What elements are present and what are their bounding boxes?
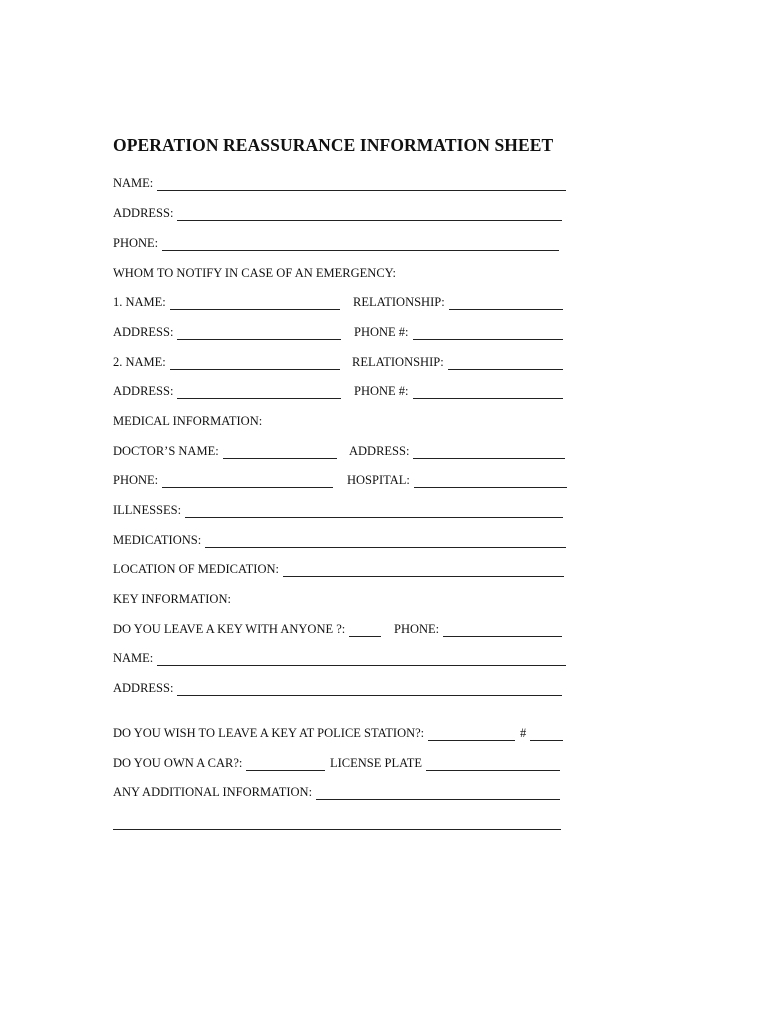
medications-label: MEDICATIONS: — [113, 533, 202, 547]
sheet-title: OPERATION REASSURANCE INFORMATION SHEET — [113, 135, 554, 155]
medications-field[interactable] — [113, 532, 566, 548]
contact1-address-row — [113, 324, 563, 340]
car-row — [113, 755, 560, 771]
doctor-phone-row — [113, 472, 567, 488]
illnesses-label: ILLNESSES: — [113, 503, 182, 517]
doctor-name-row — [113, 443, 565, 459]
contact1-relationship-blank[interactable] — [449, 296, 563, 310]
key-number-blank[interactable] — [530, 727, 563, 741]
address-blank[interactable] — [177, 207, 562, 221]
medical-heading: MEDICAL INFORMATION: — [113, 414, 263, 428]
illnesses-blank[interactable] — [185, 504, 563, 518]
address-field[interactable] — [113, 205, 562, 221]
illnesses-row — [113, 502, 563, 518]
contact2-address-blank[interactable] — [177, 385, 341, 399]
doctor-phone-blank[interactable] — [162, 474, 333, 488]
contact1-relationship-field[interactable] — [353, 294, 563, 310]
own-car-blank[interactable] — [246, 757, 325, 771]
key-with-anyone-row — [113, 621, 562, 637]
key-holder-phone-blank[interactable] — [443, 623, 562, 637]
additional-info-continuation-row — [113, 814, 561, 830]
contact2-address-label: ADDRESS: — [113, 384, 174, 398]
doctor-phone-label: PHONE: — [113, 473, 159, 487]
doctor-address-field[interactable] — [349, 443, 565, 459]
contact2-name-blank[interactable] — [170, 356, 340, 370]
own-car-label: DO YOU OWN A CAR?: — [113, 756, 243, 770]
address-label: ADDRESS: — [113, 206, 174, 220]
doctor-address-blank[interactable] — [413, 445, 565, 459]
additional-info-row — [113, 784, 560, 800]
name-label: NAME: — [113, 176, 154, 190]
contact1-name-field[interactable] — [113, 294, 340, 310]
contact2-address-field[interactable] — [113, 383, 341, 399]
doctor-name-label: DOCTOR’S NAME: — [113, 444, 219, 458]
medication-location-field[interactable] — [113, 561, 564, 577]
additional-info-continuation-field[interactable] — [113, 814, 561, 830]
contact2-name-label: 2. NAME: — [113, 355, 166, 369]
key-number-field[interactable] — [520, 725, 563, 741]
police-key-label: DO YOU WISH TO LEAVE A KEY AT POLICE STATION?: — [113, 726, 425, 740]
contact1-phone-field[interactable] — [354, 324, 563, 340]
contact1-name-blank[interactable] — [170, 296, 340, 310]
contact2-relationship-blank[interactable] — [448, 356, 563, 370]
name-row — [113, 175, 566, 191]
key-holder-name-label: NAME: — [113, 651, 154, 665]
contact1-phone-blank[interactable] — [413, 326, 563, 340]
contact1-name-label: 1. NAME: — [113, 295, 166, 309]
police-key-field[interactable] — [113, 725, 515, 741]
key-heading-row — [113, 591, 231, 607]
contact2-phone-field[interactable] — [354, 383, 563, 399]
own-car-field[interactable] — [113, 755, 325, 771]
police-key-blank[interactable] — [428, 727, 515, 741]
phone-label: PHONE: — [113, 236, 159, 250]
key-with-anyone-label: DO YOU LEAVE A KEY WITH ANYONE ?: — [113, 622, 346, 636]
medication-location-label: LOCATION OF MEDICATION: — [113, 562, 279, 576]
phone-blank[interactable] — [162, 237, 559, 251]
contact1-address-blank[interactable] — [177, 326, 341, 340]
hospital-label: HOSPITAL: — [347, 473, 410, 487]
key-with-anyone-field[interactable] — [113, 621, 381, 637]
emergency-heading: WHOM TO NOTIFY IN CASE OF AN EMERGENCY: — [113, 266, 397, 280]
additional-info-blank[interactable] — [316, 786, 560, 800]
doctor-name-blank[interactable] — [223, 445, 337, 459]
illnesses-field[interactable] — [113, 502, 563, 518]
license-plate-blank[interactable] — [426, 757, 560, 771]
contact2-phone-blank[interactable] — [413, 385, 563, 399]
key-holder-name-blank[interactable] — [157, 652, 566, 666]
license-plate-field[interactable] — [330, 755, 560, 771]
key-holder-name-row — [113, 650, 566, 666]
key-with-anyone-blank[interactable] — [349, 623, 381, 637]
medications-row — [113, 532, 566, 548]
address-row — [113, 205, 562, 221]
hospital-blank[interactable] — [414, 474, 567, 488]
medications-blank[interactable] — [205, 534, 566, 548]
contact2-relationship-field[interactable] — [352, 354, 563, 370]
medication-location-row — [113, 561, 564, 577]
contact1-relationship-label: RELATIONSHIP: — [353, 295, 445, 309]
phone-row — [113, 235, 559, 251]
name-field[interactable] — [113, 175, 566, 191]
key-holder-name-field[interactable] — [113, 650, 566, 666]
hospital-field[interactable] — [347, 472, 567, 488]
additional-info-field[interactable] — [113, 784, 560, 800]
key-holder-phone-label: PHONE: — [394, 622, 440, 636]
contact1-phone-label: PHONE #: — [354, 325, 409, 339]
contact2-name-row — [113, 354, 563, 370]
key-holder-address-blank[interactable] — [177, 682, 562, 696]
doctor-name-field[interactable] — [113, 443, 337, 459]
doctor-phone-field[interactable] — [113, 472, 333, 488]
key-number-label: # — [520, 726, 527, 740]
doctor-address-label: ADDRESS: — [349, 444, 410, 458]
medication-location-blank[interactable] — [283, 563, 564, 577]
contact1-address-label: ADDRESS: — [113, 325, 174, 339]
police-key-row — [113, 725, 563, 741]
contact2-address-row — [113, 383, 563, 399]
contact1-name-row — [113, 294, 563, 310]
license-plate-label: LICENSE PLATE — [330, 756, 423, 770]
contact1-address-field[interactable] — [113, 324, 341, 340]
contact2-name-field[interactable] — [113, 354, 340, 370]
contact2-relationship-label: RELATIONSHIP: — [352, 355, 444, 369]
additional-info-continuation-blank[interactable] — [113, 816, 561, 830]
phone-field[interactable] — [113, 235, 559, 251]
contact2-phone-label: PHONE #: — [354, 384, 409, 398]
emergency-heading-row — [113, 265, 396, 281]
name-blank[interactable] — [157, 177, 566, 191]
key-holder-phone-field[interactable] — [394, 621, 562, 637]
medical-heading-row — [113, 413, 262, 429]
additional-info-label: ANY ADDITIONAL INFORMATION: — [113, 785, 313, 799]
key-holder-address-field[interactable] — [113, 680, 562, 696]
key-holder-address-row — [113, 680, 562, 696]
key-holder-address-label: ADDRESS: — [113, 681, 174, 695]
key-heading: KEY INFORMATION: — [113, 592, 231, 606]
